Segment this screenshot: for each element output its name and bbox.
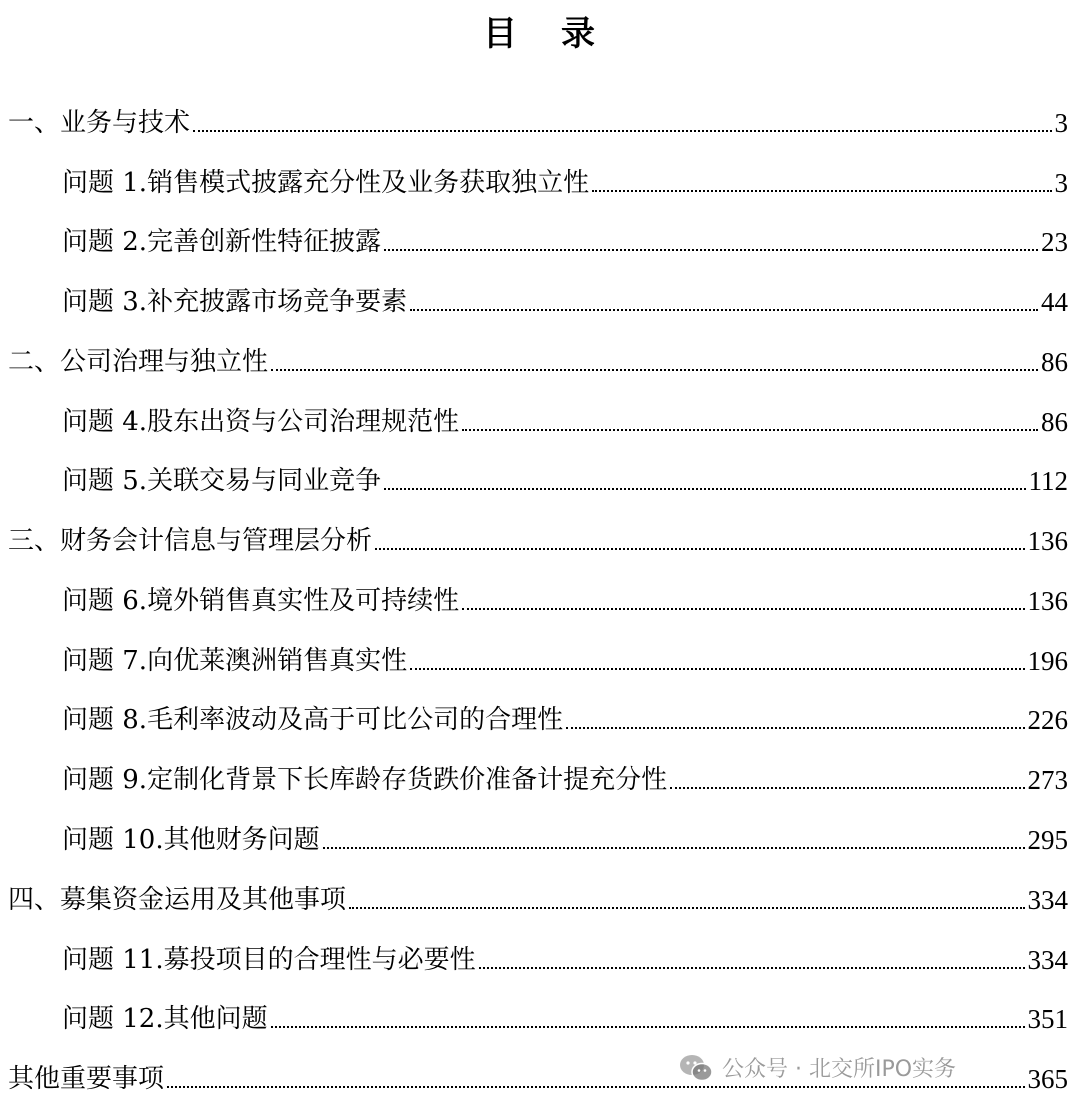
dot-leader (167, 1086, 1024, 1088)
toc-entry-page: 44 (1041, 287, 1068, 317)
toc-entry-question-6[interactable] (62, 574, 1068, 618)
dot-leader (566, 727, 1024, 729)
toc-entry-label: 一、业务与技术 (8, 108, 191, 138)
dot-leader (384, 488, 1025, 490)
dot-leader (271, 369, 1038, 371)
toc-entry-label: 问题 9.定制化背景下长库龄存货跌价准备计提充分性 (62, 765, 668, 795)
toc-entry-question-3[interactable] (62, 275, 1068, 319)
toc-entry-label: 四、募集资金运用及其他事项 (8, 885, 347, 915)
toc-entry-page: 334 (1027, 945, 1068, 975)
toc-entry-page: 86 (1041, 347, 1068, 377)
toc-entry-label: 问题 4.股东出资与公司治理规范性 (62, 407, 460, 437)
toc-entry-label: 问题 11.募投项目的合理性与必要性 (62, 945, 476, 975)
wechat-icon (678, 1053, 714, 1083)
dot-leader (462, 429, 1038, 431)
dot-leader (349, 907, 1024, 909)
toc-entry-section-3[interactable] (8, 514, 1068, 558)
dot-leader (592, 190, 1051, 192)
dot-leader (193, 130, 1051, 132)
watermark-text: 公众号 · 北交所IPO实务 (722, 1057, 957, 1082)
toc-entry-question-2[interactable] (62, 215, 1068, 259)
toc-entry-label: 问题 2.完善创新性特征披露 (62, 227, 382, 257)
toc-entry-page: 295 (1027, 825, 1068, 855)
watermark (678, 1052, 956, 1083)
toc-entry-page: 351 (1027, 1004, 1068, 1034)
dot-leader (410, 309, 1038, 311)
toc-entry-page: 86 (1041, 407, 1068, 437)
toc-entry-label: 问题 10.其他财务问题 (62, 825, 320, 855)
title-char-1: 目 (483, 14, 519, 54)
dot-leader (670, 787, 1024, 789)
toc-entry-label: 问题 8.毛利率波动及高于可比公司的合理性 (62, 705, 564, 735)
title-char-2: 录 (561, 14, 597, 54)
toc-entry-page: 136 (1027, 586, 1068, 616)
dot-leader (479, 967, 1025, 969)
toc-entry-page: 136 (1027, 526, 1068, 556)
page-title (0, 10, 1080, 58)
toc-entry-label: 问题 12.其他问题 (62, 1004, 268, 1034)
toc-entry-question-4[interactable] (62, 395, 1068, 439)
toc-entry-question-1[interactable] (62, 156, 1068, 200)
toc-entry-section-2[interactable] (8, 335, 1068, 379)
dot-leader (462, 608, 1024, 610)
toc-entry-page: 334 (1027, 885, 1068, 915)
toc-entry-question-9[interactable] (62, 753, 1068, 797)
toc-entry-question-12[interactable] (62, 992, 1068, 1036)
toc-entry-page: 23 (1041, 227, 1068, 257)
toc-entry-question-11[interactable] (62, 933, 1068, 977)
toc-entry-label: 问题 7.向优莱澳洲销售真实性 (62, 646, 408, 676)
toc-entry-question-8[interactable] (62, 693, 1068, 737)
toc-entry-label: 三、财务会计信息与管理层分析 (8, 526, 373, 556)
toc-entry-section-4[interactable] (8, 873, 1068, 917)
toc-entry-page: 112 (1028, 466, 1068, 496)
dot-leader (323, 847, 1025, 849)
toc-entry-page: 3 (1054, 108, 1068, 138)
dot-leader (375, 548, 1024, 550)
toc-entry-page: 196 (1027, 646, 1068, 676)
dot-leader (410, 668, 1024, 670)
toc-entry-page: 226 (1027, 705, 1068, 735)
toc-entry-label: 问题 3.补充披露市场竞争要素 (62, 287, 408, 317)
toc-entry-label: 问题 6.境外销售真实性及可持续性 (62, 586, 460, 616)
toc-entry-question-5[interactable] (62, 454, 1068, 498)
toc-entry-page: 365 (1027, 1064, 1068, 1094)
toc-entry-question-10[interactable] (62, 813, 1068, 857)
toc-entry-label: 问题 1.销售模式披露充分性及业务获取独立性 (62, 168, 590, 198)
toc-entry-page: 3 (1054, 168, 1068, 198)
toc-entry-label: 二、公司治理与独立性 (8, 347, 269, 377)
toc-entry-section-1[interactable] (8, 96, 1068, 140)
toc-entry-label: 其他重要事项 (8, 1064, 165, 1094)
toc-entry-page: 273 (1027, 765, 1068, 795)
toc-entry-label: 问题 5.关联交易与同业竞争 (62, 466, 382, 496)
dot-leader (384, 249, 1038, 251)
dot-leader (271, 1026, 1025, 1028)
toc-entry-question-7[interactable] (62, 634, 1068, 678)
